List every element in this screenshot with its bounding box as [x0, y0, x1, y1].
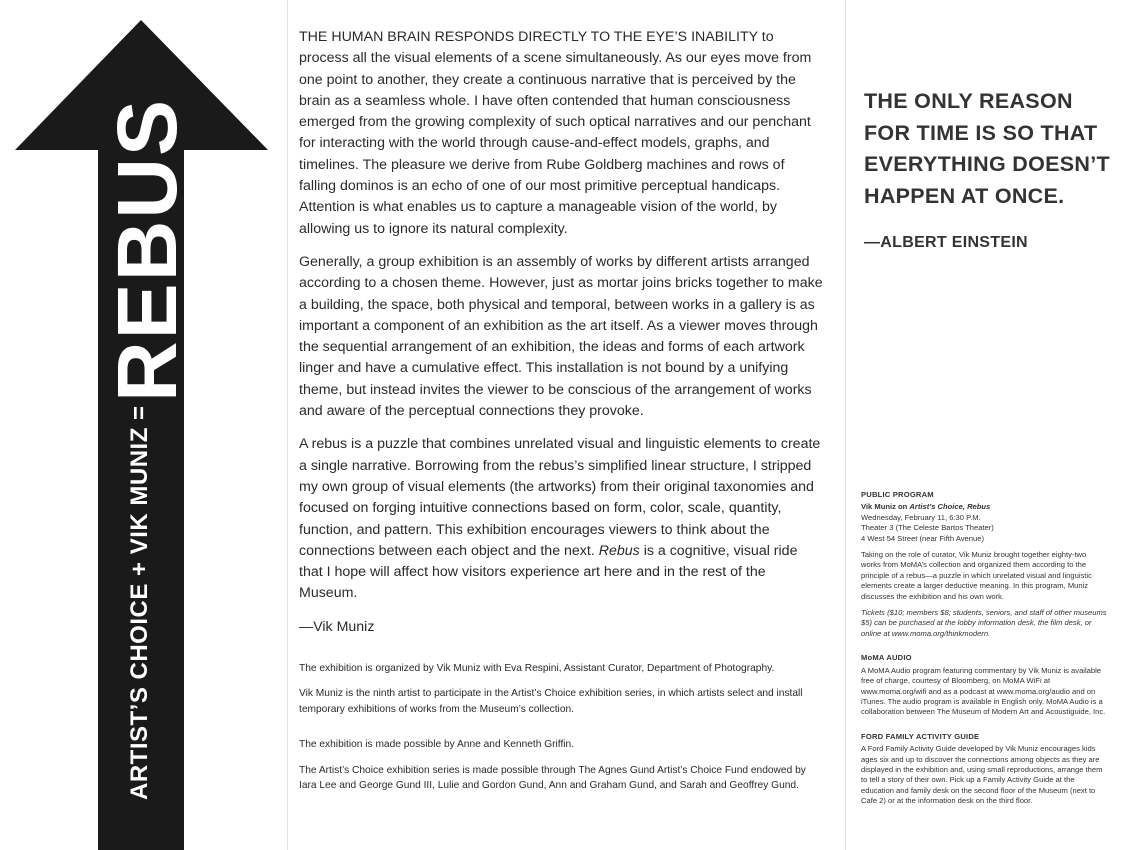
event-title-italic: Artist’s Choice, Rebus: [909, 502, 991, 512]
organizer-note: The exhibition is organized by Vik Muniz with Eva Respini, Assistant Curator, Department of Photography.: [299, 662, 775, 674]
essay-paragraph-1: [299, 27, 823, 240]
info-column: [861, 490, 1107, 821]
series-note: Vik Muniz is the ninth artist to participate in the Artist’s Choice exhibition series, in which artists select and install temporary exhibitions of works from the Museum’s collection.: [299, 688, 803, 715]
sponsor-note: The exhibition is made possible by Anne and Kenneth Griffin.: [299, 739, 575, 751]
einstein-quote: THE ONLY REASON FOR TIME IS SO THAT EVERYTHING DOESN’T HAPPEN AT ONCE.: [864, 89, 1110, 208]
essay-column: [299, 27, 823, 804]
event-date: Wednesday, February 11, 6:30 P.M.: [861, 512, 981, 522]
public-program-section: [861, 490, 1107, 639]
ford-guide-heading: FORD FAMILY ACTIVITY GUIDE: [861, 731, 980, 741]
event-tickets: Tickets ($10; members $8; students, seniors, and staff of other museums $5) can be purchased at the lobby information desk, the film desk, or online at www.moma.org/thinkmodern.: [861, 608, 1107, 638]
essay-paragraph-2: Generally, a group exhibition is an assembly of works by different artists arranged according to a chosen theme. However, just as mortar joins bricks together to make a building, the space, both physical and temporal, between works in a gallery is as important a component of an exhibition as the art itself. As a viewer moves through the sequential arrangement of an exhibition, the ideas and forms of each artwork linger and have a cumulative effect. This installation is not bound by a unifying theme, but instead invites the viewer to be conscious of the arrangement of works and aware of the perceptual connections they provoke.: [299, 253, 823, 420]
public-program-heading: PUBLIC PROGRAM: [861, 490, 934, 499]
event-description: Taking on the role of curator, Vik Muniz brought together eighty-two works from MoMA’s collection and organized them according to the principle of a rebus—a puzzle in which unrelated visual and linguistic elements create a larger deductive meaning. In this program, Muniz discusses the exhibition and his own work.: [861, 550, 1092, 601]
ford-guide-text: A Ford Family Activity Guide developed by Vik Muniz encourages kids ages six and up to discover the connections among objects as they are displayed in the exhibition and, using small reproductions, arrange them to tell a story of their own. Pick up a Family Activity Guide at the education and family desk on the second floor of the Museum (next to Cafe 2) or at the information desk on the third floor.: [861, 744, 1103, 806]
moma-audio-heading: MoMA AUDIO: [861, 653, 912, 663]
quote-block: [864, 86, 1119, 252]
essay-lead-in: THE HUMAN BRAIN RESPONDS DIRECTLY TO THE EYE’S INABILITY: [299, 29, 758, 45]
event-title-prefix: Vik Muniz on: [861, 502, 910, 512]
fold-line-left: [287, 0, 288, 850]
essay-p1-text: to process all the visual elements of a scene simultaneously. As our eyes move from one point to another, they create a continuous narrative that is perceived by the brain as a seamless whole. I have often contended that human consciousness emerged from the growing complexity of such optical narratives and our penchant for interacting with the world through cause-and-effect models, graphs, and timelines. The pleasure we derive from Rube Goldberg machines and rows of falling dominos is an echo of one of our most primitive perceptual handicaps. Attention is what enables us to capture a manageable vision of the world, by allowing us to ignore its natural complexity.: [299, 29, 812, 237]
essay-p3-title: Rebus: [598, 542, 640, 559]
quote-author: —ALBERT EINSTEIN: [864, 234, 1028, 251]
essay-paragraph-3: [299, 434, 823, 604]
fund-note: The Artist’s Choice exhibition series is made possible through The Agnes Gund Artist’s Choice Fund endowed by Iara Lee and George Gund III, Lulie and Gordon Gund, Ann and Graham Gund, and Sarah and Geoffrey Gund.: [299, 764, 806, 792]
ford-guide-section: [861, 732, 1107, 807]
fold-line-right: [845, 0, 846, 850]
rebus-title: REBUS: [100, 97, 194, 402]
artists-choice-subtitle: ARTIST’S CHOICE + VIK MUNIZ =: [126, 405, 153, 800]
event-venue: Theater 3 (The Celeste Bartos Theater): [861, 523, 994, 533]
moma-audio-section: [861, 653, 1107, 717]
event-address: 4 West 54 Street (near Fifth Avenue): [861, 533, 984, 543]
event-title: [861, 502, 1107, 512]
essay-p3-text-a: A rebus is a puzzle that combines unrelated visual and linguistic elements to create a single narrative. Borrowing from the rebus’s simplified linear structure, I stripped my own group of visual elements (the artworks) from their original taxonomies and focused on forging intuitive connections based on form, color, scale, quantity, function, and pattern. This exhibition encourages viewers to think about the connections between each object and the next.: [299, 436, 821, 559]
essay-p3-text-b: is a cognitive, visual ride that I hope will affect how visitors experience art here and in the rest of the Museum.: [299, 542, 798, 602]
essay-signature: —Vik Muniz: [299, 618, 375, 635]
moma-audio-text: A MoMA Audio program featuring commentary by Vik Muniz is available free of charge, courtesy of Bloomberg, on MoMA WiFi at www.moma.org/wifi and as a podcast at www.moma.org/audio and on iTunes. The audio program is available in English only. MoMA Audio is a collaboration between The Museum of Modern Art and Acoustiguide, Inc.: [861, 665, 1106, 717]
